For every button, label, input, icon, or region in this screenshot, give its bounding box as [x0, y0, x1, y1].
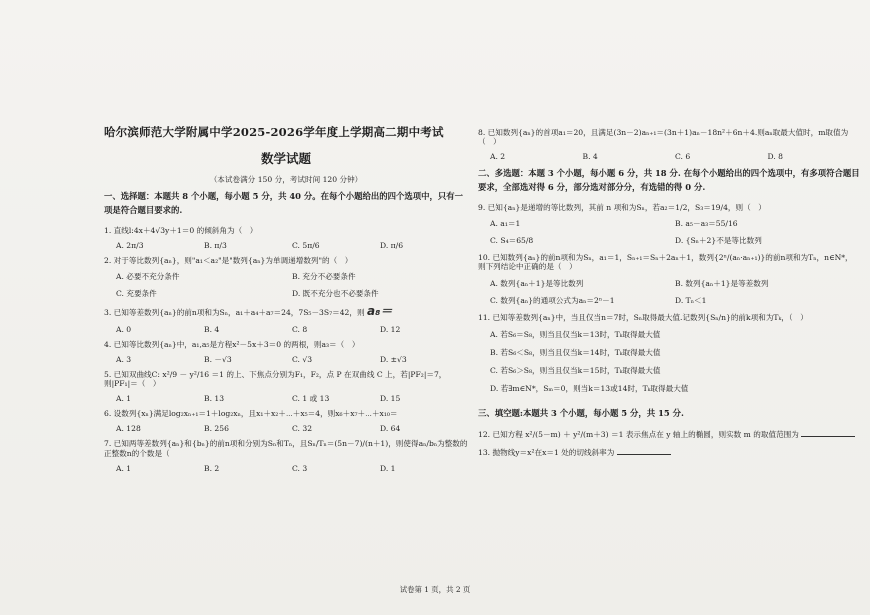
question-5	[104, 370, 468, 403]
question-1	[104, 226, 468, 250]
option-b: B. π/3	[204, 240, 227, 250]
question-text: 7. 已知两等差数列{aₙ}和{bₙ}的前n项和分别为Sₙ和Tₙ，且Sₙ/Tₙ＝(5n－7)/(n＋1)，则使得aₙ/bₙ为整数的正整数n的个数是（	[104, 439, 468, 458]
question-8	[478, 128, 860, 161]
option-c: C. S₄＝65/8	[490, 236, 534, 246]
option-b: B. 若S₆＜S₈，则当且仅当k＝14时，Tₖ取得最大值	[490, 348, 661, 358]
question-text: 2. 对于等比数列{aₙ}，则"a₁＜a₂"是"数列{aₙ}为单调递增数列"的（ ）	[104, 255, 353, 265]
question-12	[478, 429, 860, 439]
question-10	[478, 253, 860, 304]
option-c: C. 8	[292, 324, 308, 334]
exam-info: （本试卷满分 150 分，考试时间 120 分钟）	[209, 174, 363, 184]
option-d: D. 15	[380, 394, 401, 404]
question-text: 6. 设数列{xₙ}满足log₂xₙ₊₁＝1＋log₂xₙ，且x₁＋x₂＋⋯＋x₅＝4，则x₆＋x₇＋⋯＋x₁₀＝	[104, 409, 398, 419]
option-a: A. 128	[116, 424, 141, 434]
option-b: B. －√3	[204, 354, 232, 364]
options	[104, 272, 468, 298]
question-9	[478, 203, 860, 245]
option-d: D. 既不充分也不必要条件	[292, 289, 379, 299]
exam-subtitle: 数学试题	[260, 150, 311, 166]
option-d: D. 12	[380, 324, 401, 334]
question-text: 1. 直线l:4x＋4√3y＋1＝0 的倾斜角为（ ）	[104, 225, 258, 235]
question-text-printed: 3. 已知等差数列{aₙ}的前n项和为Sₙ，a₁＋a₄＋a₇＝24，7S₅－3S₇＝42，则	[104, 308, 365, 318]
question-13	[478, 447, 860, 457]
option-d: D. 64	[380, 424, 401, 434]
answer-blank[interactable]	[617, 447, 671, 455]
option-b: B. 充分不必要条件	[292, 271, 356, 281]
option-b: B. 4	[204, 324, 220, 334]
option-a: A. 1	[116, 463, 132, 473]
option-a: A. 2	[490, 152, 506, 162]
options	[104, 464, 468, 473]
options	[478, 219, 860, 245]
option-c: C. √3	[292, 354, 313, 364]
option-b: B. 4	[582, 152, 598, 162]
option-a: A. 2π/3	[116, 240, 144, 250]
option-a: A. 1	[116, 394, 132, 404]
option-c: C. 32	[292, 424, 313, 434]
option-b: B. 256	[204, 424, 229, 434]
option-a: A. 0	[116, 324, 132, 334]
exam-title: 哈尔滨师范大学附属中学2025-2026学年度上学期高二期中考试	[104, 125, 444, 139]
option-b: B. a₅－a₃＝55/16	[675, 219, 738, 229]
option-d: D. Tₙ＜1	[675, 295, 707, 305]
question-4	[104, 340, 468, 364]
options	[104, 394, 468, 403]
question-text: 13. 抛物线y＝x²在x＝1 处的切线斜率为	[478, 448, 615, 458]
section-1-heading: 一、选择题：本题共 8 个小题，每小题 5 分，共 40 分。在每个小题给出的四个选项中，只有一项是符合题目要求的.	[104, 190, 464, 215]
options	[478, 330, 860, 393]
option-b: B. 13	[204, 394, 225, 404]
question-text	[104, 304, 468, 318]
option-c: C. 5π/6	[292, 240, 320, 250]
handwritten-note: a₈＝	[367, 304, 393, 319]
question-text: 5. 已知双曲线C: x²/9 － y²/16 ＝1 的上、下焦点分别为F₁，F₂，点 P 在双曲线 C 上，若|PF₂|＝7，则|PF₁|＝（ ）	[104, 369, 447, 388]
option-b: B. 2	[204, 463, 220, 473]
option-c: C. 若S₆＞S₈，则当且仅当k＝15时，Tₖ取得最大值	[490, 366, 661, 376]
option-a: A. 数列{aₙ＋1}是等比数列	[490, 278, 584, 288]
option-d: D. 8	[767, 152, 783, 162]
section-2-heading: 二、多选题：本题 3 个小题，每小题 6 分，共 18 分. 在每个小题给出的四个选项中，有多项符合题目要求，全部选对得 6 分，部分选对部分分，有选错的得 0 分.	[478, 168, 860, 193]
option-a: A. 必要不充分条件	[116, 271, 180, 281]
option-c: C. 数列{aₙ}的通项公式为aₙ＝2ⁿ－1	[490, 295, 615, 305]
option-d: D. {Sₙ＋2}不是等比数列	[675, 236, 762, 246]
question-text: 12. 已知方程 x²/(5－m) ＋ y²/(m＋3) ＝1 表示焦点在 y 轴上的椭圆，则实数 m 的取值范围为	[478, 430, 799, 440]
options	[104, 325, 468, 334]
options	[478, 152, 860, 161]
option-a: A. 3	[116, 354, 132, 364]
options	[478, 279, 860, 305]
option-c: C. 6	[675, 152, 691, 162]
option-c: C. 充要条件	[116, 289, 157, 299]
option-d: D. 若∃m∈N*，Sₘ＝0，则当k＝13或14时，Tₖ取得最大值	[490, 384, 689, 394]
options	[104, 355, 468, 364]
question-2	[104, 256, 468, 298]
option-d: D. 1	[380, 463, 396, 473]
option-d: D. ±√3	[380, 354, 407, 364]
question-text: 8. 已知数列{aₙ}的首项a₁＝20，且满足(3n－2)aₙ₊₁＝(3n＋1)aₙ－18n²＋6n＋4.则aₙ取最大值时，m取值为（ ）	[478, 128, 849, 147]
question-text: 9. 已知{aₙ}是递增的等比数列，其前 n 项和为Sₙ，若a₂＝1/2，S₃＝19/4，则（ ）	[478, 203, 766, 213]
options	[104, 241, 468, 250]
option-a: A. 若S₆＝S₈，则当且仅当k＝13时，Tₖ取得最大值	[490, 329, 661, 339]
option-c: C. 3	[292, 463, 308, 473]
question-text: 4. 已知等比数列{aₙ}中，a₁,a₅是方程x²－5x＋3＝0 的两根，则a₃＝（ ）	[104, 339, 360, 349]
right-column	[478, 128, 860, 457]
option-b: B. 数列{aₙ＋1}是等差数列	[675, 278, 769, 288]
question-text: 10. 已知数列{aₙ}的前n项和为Sₙ，a₁＝1，Sₙ₊₁＝Sₙ＋2aₙ＋1，数列{2ⁿ/(aₙ·aₙ₊₁)}的前n项和为Tₙ，n∈N*，则下列结论中正确的是（ ）	[478, 253, 853, 272]
option-a: A. a₁＝1	[490, 219, 521, 229]
question-text: 11. 已知等差数列{aₙ}中，当且仅当n＝7时，Sₙ取得最大值.记数列{Sₙ/n}的前k项和为Tₖ，（ ）	[478, 312, 808, 322]
question-11	[478, 313, 860, 394]
answer-blank[interactable]	[801, 429, 855, 437]
question-7	[104, 439, 468, 472]
option-d: D. π/6	[380, 240, 404, 250]
question-6	[104, 409, 468, 433]
section-3-heading: 三、填空题:本题共 3 个小题，每小题 5 分，共 15 分.	[478, 408, 684, 419]
left-column	[104, 126, 468, 473]
question-3	[104, 304, 468, 334]
option-c: C. 1 或 13	[292, 394, 330, 404]
page-footer: 试卷第 1 页，共 2 页	[399, 585, 471, 594]
options	[104, 424, 468, 433]
